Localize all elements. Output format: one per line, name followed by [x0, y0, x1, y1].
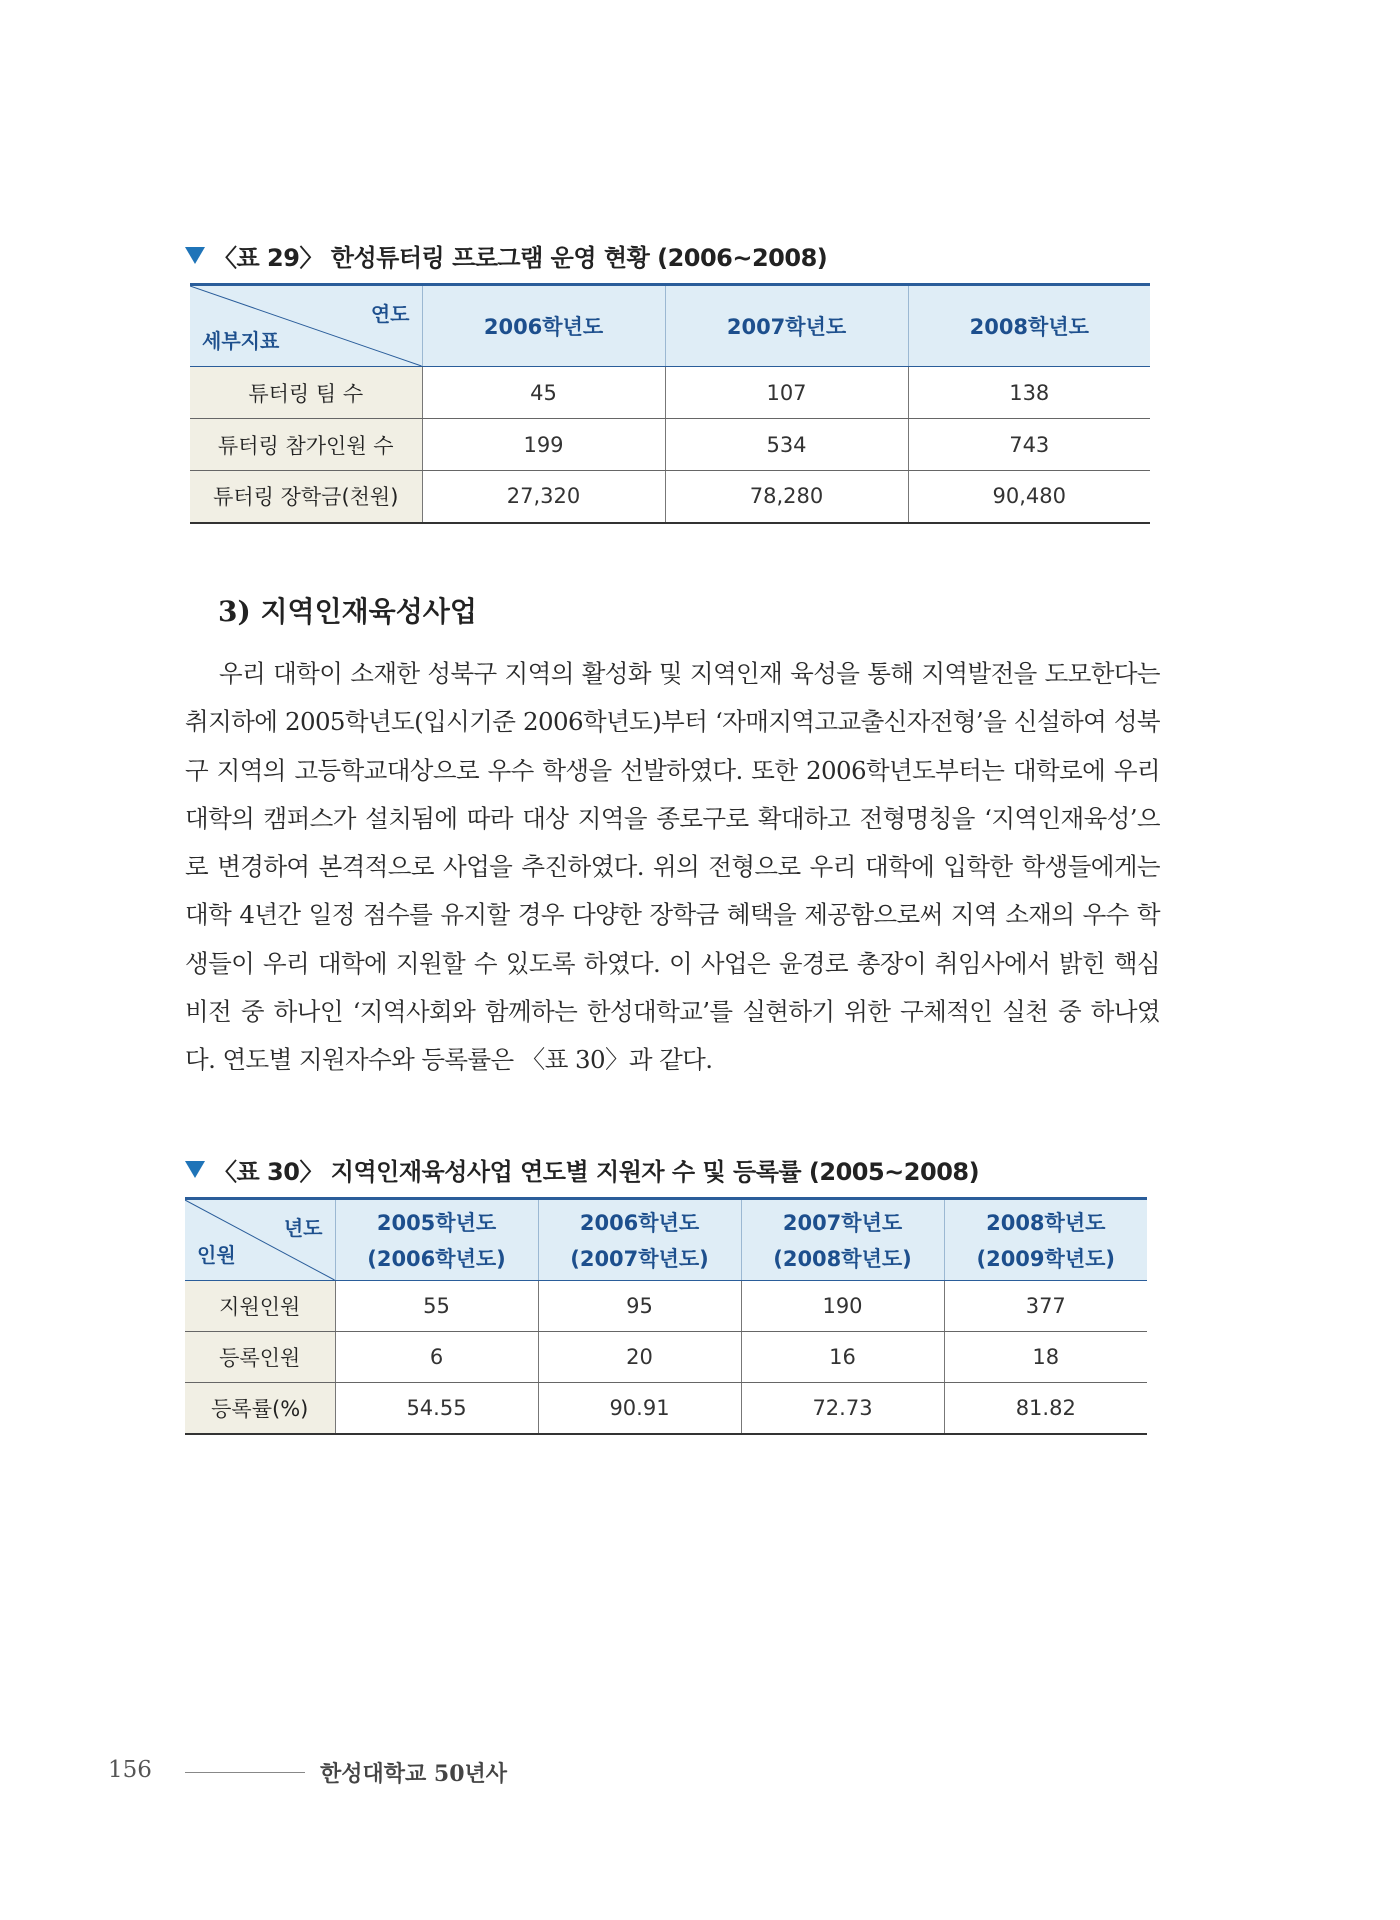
table-cell: 90,480: [908, 471, 1150, 523]
table-30-caption-text: 〈표 30〉 지역인재육성사업 연도별 지원자 수 및 등록률 (2005~2008): [213, 1158, 980, 1186]
table-cell: 199: [422, 419, 665, 471]
table-cell: 16: [741, 1332, 944, 1383]
table-cell: 20: [538, 1332, 741, 1383]
section-heading: 3) 지역인재육성사업: [218, 595, 477, 628]
column-header: [944, 1199, 1147, 1281]
row-header: 튜터링 장학금(천원): [190, 471, 422, 523]
column-header: 2007학년도: [665, 285, 908, 367]
table-cell: 78,280: [665, 471, 908, 523]
column-header-line2: (2007학년도): [570, 1247, 709, 1271]
table-29: [190, 283, 1150, 524]
table-cell: 95: [538, 1281, 741, 1332]
body-paragraph: 우리 대학이 소재한 성북구 지역의 활성화 및 지역인재 육성을 통해 지역발전을 도모한다는 취지하에 2005학년도(입시기준 2006학년도)부터 ‘자매지역고교출신자전형’을 신설하여 성북구 지역의 고등학교대상으로 우수 학생을 선발하였다. 또한 2006학년도부터는 대학로에 우리 대학의 캠퍼스가 설치됨에 따라 대상 지역을 종로구로 확대하고 전형명칭을 ‘지역인재육성’으로 변경하여 본격적으로 사업을 추진하였다. 위의 전형으로 우리 대학에 입학한 학생들에게는 대학 4년간 일정 점수를 유지할 경우 다양한 장학금 혜택을 제공함으로써 지역 소재의 우수 학생들이 우리 대학에 지원할 수 있도록 하였다. 이 사업은 윤경로 총장이 취임사에서 밝힌 핵심 비전 중 하나인 ‘지역사회와 함께하는 한성대학교’를 실현하기 위한 구체적인 실천 중 하나였다. 연도별 지원자수와 등록률은 〈표 30〉과 같다.: [185, 659, 1160, 1075]
footer-divider: [185, 1772, 305, 1773]
corner-top-label: 연도: [370, 302, 410, 326]
page-number: 156: [108, 1757, 152, 1783]
triangle-down-icon: [185, 247, 205, 264]
table-cell: 107: [665, 367, 908, 419]
row-header: 등록률(%): [185, 1383, 335, 1434]
table-cell: 27,320: [422, 471, 665, 523]
table-29-caption-text: 〈표 29〉 한성튜터링 프로그램 운영 현황 (2006~2008): [213, 244, 828, 272]
column-header-line2: (2009학년도): [976, 1247, 1115, 1271]
triangle-down-icon: [185, 1161, 205, 1178]
table-cell: 534: [665, 419, 908, 471]
row-header: 지원인원: [185, 1281, 335, 1332]
table-row: [185, 1281, 1147, 1332]
column-header: [741, 1199, 944, 1281]
table-row: [190, 367, 1150, 419]
row-header: 튜터링 참가인원 수: [190, 419, 422, 471]
column-header-line2: (2008학년도): [773, 1247, 912, 1271]
table-row: [190, 419, 1150, 471]
column-header-line1: 2007학년도: [782, 1211, 903, 1235]
table-cell: 138: [908, 367, 1150, 419]
table-cell: 743: [908, 419, 1150, 471]
row-header: 튜터링 팀 수: [190, 367, 422, 419]
book-title: 한성대학교 50년사: [320, 1761, 508, 1787]
table-cell: 81.82: [944, 1383, 1147, 1434]
corner-bottom-label: 인원: [197, 1243, 236, 1267]
row-header: 등록인원: [185, 1332, 335, 1383]
table-30-corner-header: [185, 1199, 335, 1281]
table-29-caption: [185, 238, 827, 273]
column-header-line1: 2008학년도: [986, 1211, 1106, 1235]
column-header: 2006학년도: [422, 285, 665, 367]
table-row: [185, 1383, 1147, 1434]
table-cell: 54.55: [335, 1383, 538, 1434]
column-header-line1: 2006학년도: [579, 1211, 700, 1235]
column-header-line1: 2005학년도: [376, 1211, 497, 1235]
table-29-corner-header: [190, 285, 422, 367]
corner-top-label: 년도: [283, 1216, 323, 1240]
table-cell: 90.91: [538, 1383, 741, 1434]
table-cell: 72.73: [741, 1383, 944, 1434]
table-row: [190, 471, 1150, 523]
table-row: [185, 1332, 1147, 1383]
table-30: [185, 1197, 1147, 1435]
table-30-caption: [185, 1152, 979, 1187]
column-header: [538, 1199, 741, 1281]
corner-bottom-label: 세부지표: [202, 329, 280, 353]
table-cell: 190: [741, 1281, 944, 1332]
table-cell: 6: [335, 1332, 538, 1383]
table-cell: 377: [944, 1281, 1147, 1332]
column-header: 2008학년도: [908, 285, 1150, 367]
table-cell: 45: [422, 367, 665, 419]
column-header-line2: (2006학년도): [367, 1247, 506, 1271]
table-cell: 18: [944, 1332, 1147, 1383]
page-footer: [0, 1757, 1400, 1797]
body-paragraph-container: [185, 650, 1160, 1085]
table-cell: 55: [335, 1281, 538, 1332]
column-header: [335, 1199, 538, 1281]
